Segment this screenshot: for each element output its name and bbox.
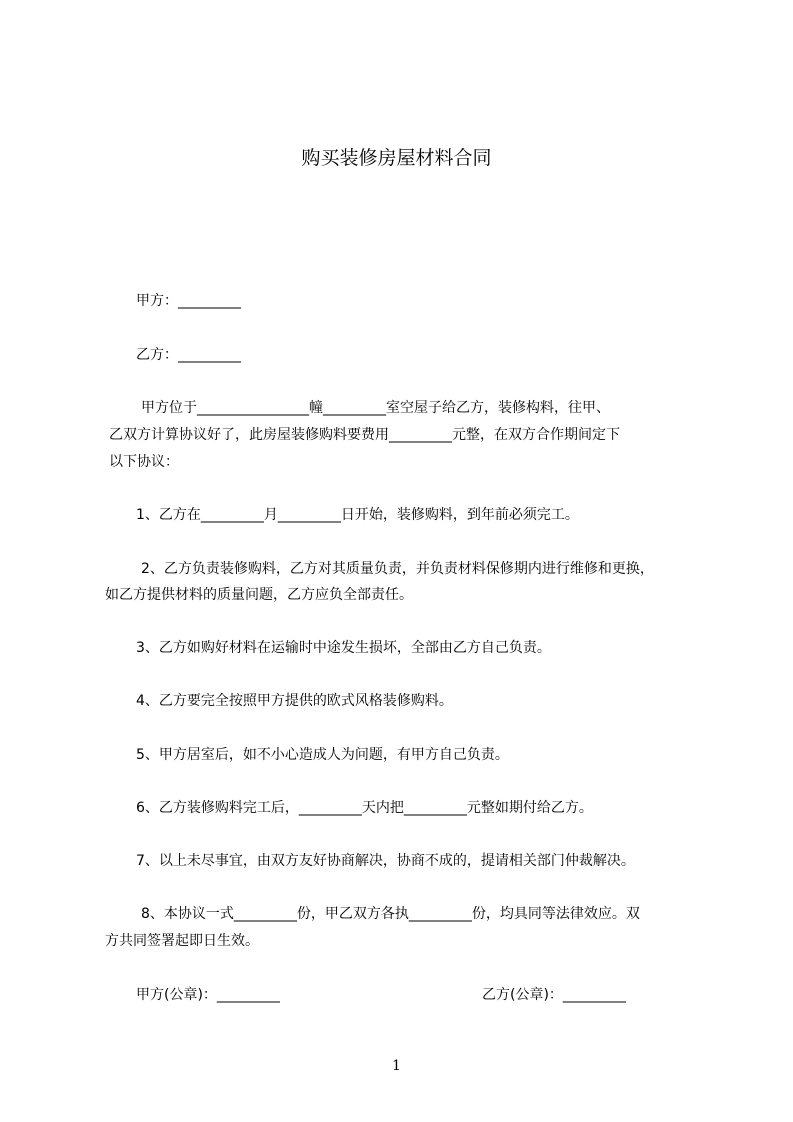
clause-7: 7、以上未尽事宜，由双方友好协商解决，协商不成的，提请相关部门仲裁解决。 [136, 853, 635, 869]
clause-1: 1、乙方在_________月_________日开始，装修购料，到年前必须完工。 [136, 507, 579, 523]
intro-line-1: 甲方位于________________幢_________室空屋子给乙方，装修构料，往甲、 [141, 400, 610, 416]
intro-line-3: 以下协议： [109, 454, 179, 470]
signature-party-a: 甲方(公章)：_________ [136, 987, 280, 1003]
clause-8-line-2: 方共同签署起即日生效。 [105, 933, 259, 949]
clause-2-line-2: 如乙方提供材料的质量问题，乙方应负全部责任。 [105, 587, 413, 603]
signature-party-b: 乙方(公章)：_________ [482, 987, 626, 1003]
clause-2-line-1: 2、乙方负责装修购料，乙方对其质量负责，并负责材料保修期内进行维修和更换， [141, 561, 654, 577]
page-number: 1 [392, 1058, 401, 1074]
party-a-line: 甲方：_________ [136, 293, 241, 309]
clause-5: 5、甲方居室后，如不小心造成人为问题，有甲方自己负责。 [136, 747, 509, 763]
clause-3: 3、乙方如购好材料在运输时中途发生损坏，全部由乙方自己负责。 [136, 640, 551, 656]
intro-line-2: 乙双方计算协议好了，此房屋装修购料要费用_________元整，在双方合作期间定下 [109, 427, 620, 443]
clause-8-line-1: 8、本协议一式_________份，甲乙双方各执_________份，均具同等法律效应。双 [141, 906, 640, 922]
clause-6: 6、乙方装修购料完工后，_________天内把_________元整如期付给乙方。 [136, 800, 593, 816]
clause-4: 4、乙方要完全按照甲方提供的欧式风格装修购料。 [136, 693, 453, 709]
document-title: 购买装修房屋材料合同 [301, 147, 492, 169]
party-b-line: 乙方：_________ [136, 347, 241, 363]
